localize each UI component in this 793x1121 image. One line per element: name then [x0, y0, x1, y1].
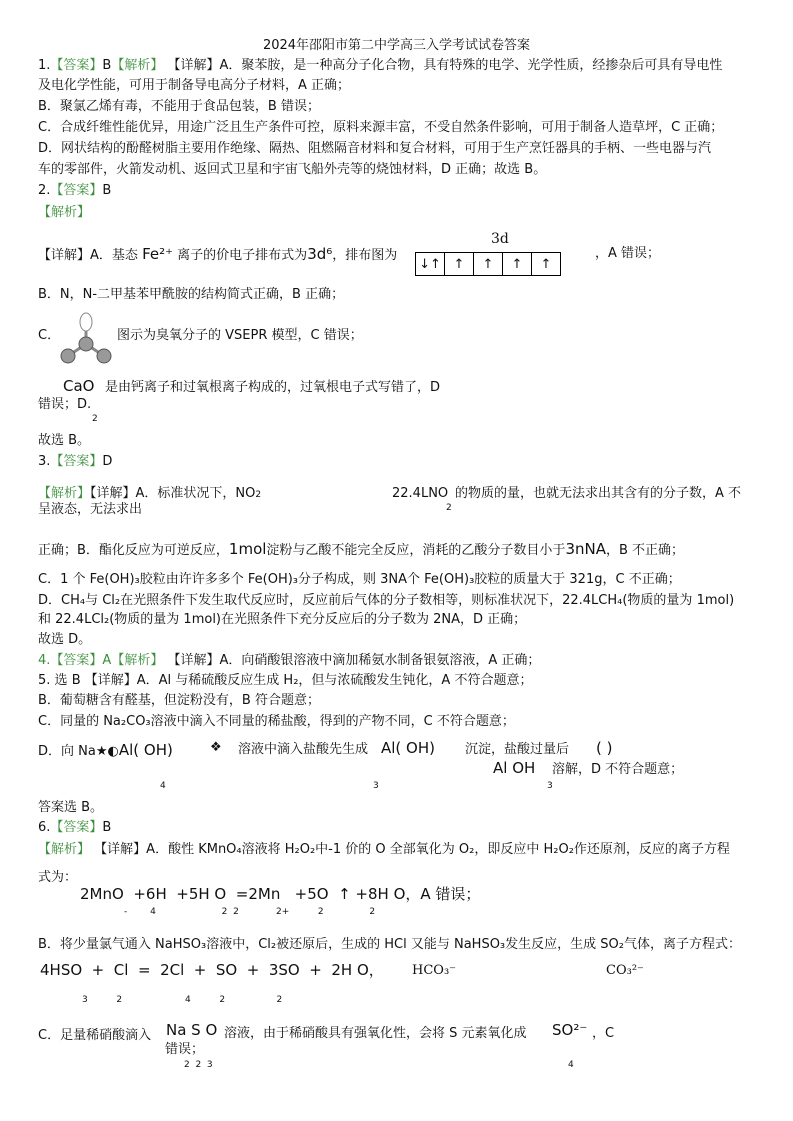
- q3-d-line-2: 和 22.4LCl₂(物质的量为 1mol)在光照条件下充分反应后的分子数为 2NA，D 正确；: [38, 612, 527, 627]
- q5-d-mid: 溶液中滴入盐酸先生成: [238, 742, 369, 757]
- q2-analysis-label: 【解析】: [38, 205, 91, 220]
- q6-hco3: HCO₃⁻: [412, 963, 457, 978]
- q2-d-formula: CaO: [63, 377, 95, 395]
- q2-c-text: 图示为臭氧分子的 VSEPR 模型，C 错误；: [117, 328, 363, 343]
- q5-d-al3: Al OH: [493, 759, 536, 777]
- q3-b-line: 正确；B．酯化反应为可逆反应，1mol淀粉与乙酸不能完全反应，消耗的乙酸分子数目小于3nNA，B 不正确；: [38, 540, 685, 558]
- q6-equation-1: 2MnO +6H +5H O =2Mn +5O ↑ +8H O，A 错误；: [80, 885, 481, 903]
- q2-d-text: 是由钙离子和过氧根离子构成的，过氧根电子式写错了，D: [105, 380, 441, 395]
- orbital-cell: ↑: [540, 256, 552, 272]
- q1-line-6: 车的零部件，火箭发动机、返回式卫星和宇宙飞船外壳等的烧蚀材料，D 正确；故选 B。: [38, 162, 547, 177]
- q6-c-subscript-4: 4: [568, 1060, 574, 1070]
- ozone-vsepr-model-image: [58, 312, 114, 366]
- q6-b-line: B．将少量氯气通入 NaHSO₃溶液中，Cl₂被还原后，生成的 HCl 又能与 NaHSO₃发生反应，生成 SO₂气体，离子方程式：: [38, 937, 741, 952]
- q3-d-line-1: D．CH₄与 Cl₂在光照条件下发生取代反应时，反应前后气体的分子数相等，则标准状况下，22.4LCH₄(物质的量为 1mol): [38, 593, 735, 608]
- q1-line-4: C．合成纤维性能优异，用途广泛且生产条件可控，原料来源丰富，不受自然条件影响，可用于制备人造草坪，C 正确；: [38, 120, 724, 135]
- q5-subscript-3b: 3: [547, 781, 553, 791]
- q6-equation-2: 4HSO + Cl = 2Cl + SO + 3SO + 2H O，: [40, 961, 384, 979]
- q3-a-line-2: 呈液态，无法求出: [38, 502, 143, 517]
- q6-equation-2-subscripts: 3 2 4 2 2: [82, 995, 283, 1005]
- q6-answer: 6.【答案】B: [38, 820, 112, 835]
- q5-d-end: 溶解，D 不符合题意；: [552, 762, 684, 777]
- q1-line-5: D．网状结构的酚醛树脂主要用作绝缘、隔热、阻燃隔音材料和复合材料，可用于生产烹饪器具的手柄、一些电器与汽: [38, 141, 712, 156]
- orbital-cell: ↑: [503, 253, 532, 275]
- q6-c-na: Na S O: [166, 1021, 218, 1039]
- q5-subscript-3: 3: [373, 781, 379, 791]
- q2-a-end: ，A 错误；: [595, 246, 661, 261]
- q6-c-line-2: 错误；: [165, 1042, 205, 1057]
- q6-c-subscripts: 2 2 3: [184, 1060, 213, 1070]
- q3-a-mid2: 的物质的量，也就无法求出其含有的分子数，A 不: [455, 486, 742, 501]
- q5-b-line: B．葡萄糖含有醛基，但淀粉没有，B 符合题意；: [38, 693, 320, 708]
- q5-end: 答案选 B。: [38, 800, 104, 815]
- q5-d-paren: ( ): [596, 739, 613, 757]
- q3-c-line: C．1 个 Fe(OH)₃胶粒由许许多多个 Fe(OH)₃分子构成，则 3NA个 Fe(OH)₃胶粒的质量大于 321g，C 不正确；: [38, 572, 681, 587]
- q5-subscript-4: 4: [160, 781, 166, 791]
- q1-line-2: 及电化学性能，可用于制备导电高分子材料，A 正确；: [38, 78, 351, 93]
- q2-b-line: B．N，N-二甲基苯甲酰胺的结构简式正确，B 正确；: [38, 287, 345, 302]
- q2-a-line: 【详解】A．基态 Fe²⁺ 离子的价电子排布式为3d⁶，排布图为: [38, 245, 398, 263]
- q5-a-line: 5. 选 B 【详解】A．Al 与稀硫酸反应生成 H₂，但与浓硫酸发生钝化，A 不符合题意；: [38, 673, 533, 688]
- orbital-cell: ↓↑: [416, 253, 445, 275]
- q1-line-1: 1.【答案】B【解析】 【详解】A．聚苯胺，是一种高分子化合物，具有特殊的电学、光学性质，经掺杂后可具有导电性: [38, 58, 723, 73]
- garbled-glyph: ★◐: [95, 744, 119, 759]
- q6-a-line: 【解析】 【详解】A．酸性 KMnO₄溶液将 H₂O₂中-1 价的 O 全部氧化为 O₂，即反应中 H₂O₂作还原剂，反应的离子方程: [38, 842, 730, 857]
- q6-c-mid: 溶液，由于稀硝酸具有强氧化性，会将 S 元素氧化成: [224, 1026, 527, 1041]
- orbital-diagram: [415, 252, 561, 276]
- q3-answer: 3.【答案】D: [38, 454, 113, 469]
- orbital-label: 3d: [491, 231, 509, 247]
- q1-line-3: B．聚氯乙烯有毒，不能用于食品包装，B 错误；: [38, 99, 320, 114]
- q5-d-line: D．向 Na★◐Al( OH): [38, 741, 173, 759]
- q6-c-so4: SO²⁻: [552, 1021, 588, 1039]
- q4-line: 4.【答案】A【解析】 【详解】A．向硝酸银溶液中滴加稀氨水制备银氨溶液，A 正确；: [38, 653, 541, 668]
- q6-co3: CO₃²⁻: [606, 963, 644, 978]
- q2-end: 故选 B。: [38, 433, 91, 448]
- q6-c-pre: C．足量稀硝酸滴入: [38, 1028, 152, 1043]
- garbled-glyph-2: ❖: [210, 740, 222, 755]
- q6-a-line-2: 式为：: [38, 870, 78, 885]
- q6-equation-1-subscripts: - 4 2 2 2+ 2 2: [124, 907, 376, 917]
- q3-a-mid: 22.4LNO: [392, 486, 449, 501]
- orbital-cell: ↑: [445, 253, 474, 275]
- q5-d-al2: Al( OH): [381, 739, 435, 757]
- q5-c-line: C．同量的 Na₂CO₃溶液中滴入不同量的稀盐酸，得到的产物不同，C 不符合题意；: [38, 714, 515, 729]
- orbital-cell: ↑: [474, 253, 503, 275]
- q2-d-line-2: 错误；D.: [38, 397, 92, 412]
- q6-c-end: ，C: [592, 1026, 615, 1041]
- q3-a-line: 【解析】【详解】A．标准状况下，NO2: [38, 486, 262, 501]
- q3-no-subscript: 2: [446, 503, 452, 513]
- q2-c-label: C．: [38, 328, 61, 343]
- q2-answer: 2.【答案】B: [38, 183, 112, 198]
- q3-end: 故选 D。: [38, 632, 92, 647]
- q5-d-mid2: 沉淀，盐酸过量后: [465, 742, 570, 757]
- q2-d-subscript: 2: [92, 414, 98, 424]
- page-title: 2024年邵阳市第二中学高三入学考试试卷答案: [262, 38, 531, 53]
